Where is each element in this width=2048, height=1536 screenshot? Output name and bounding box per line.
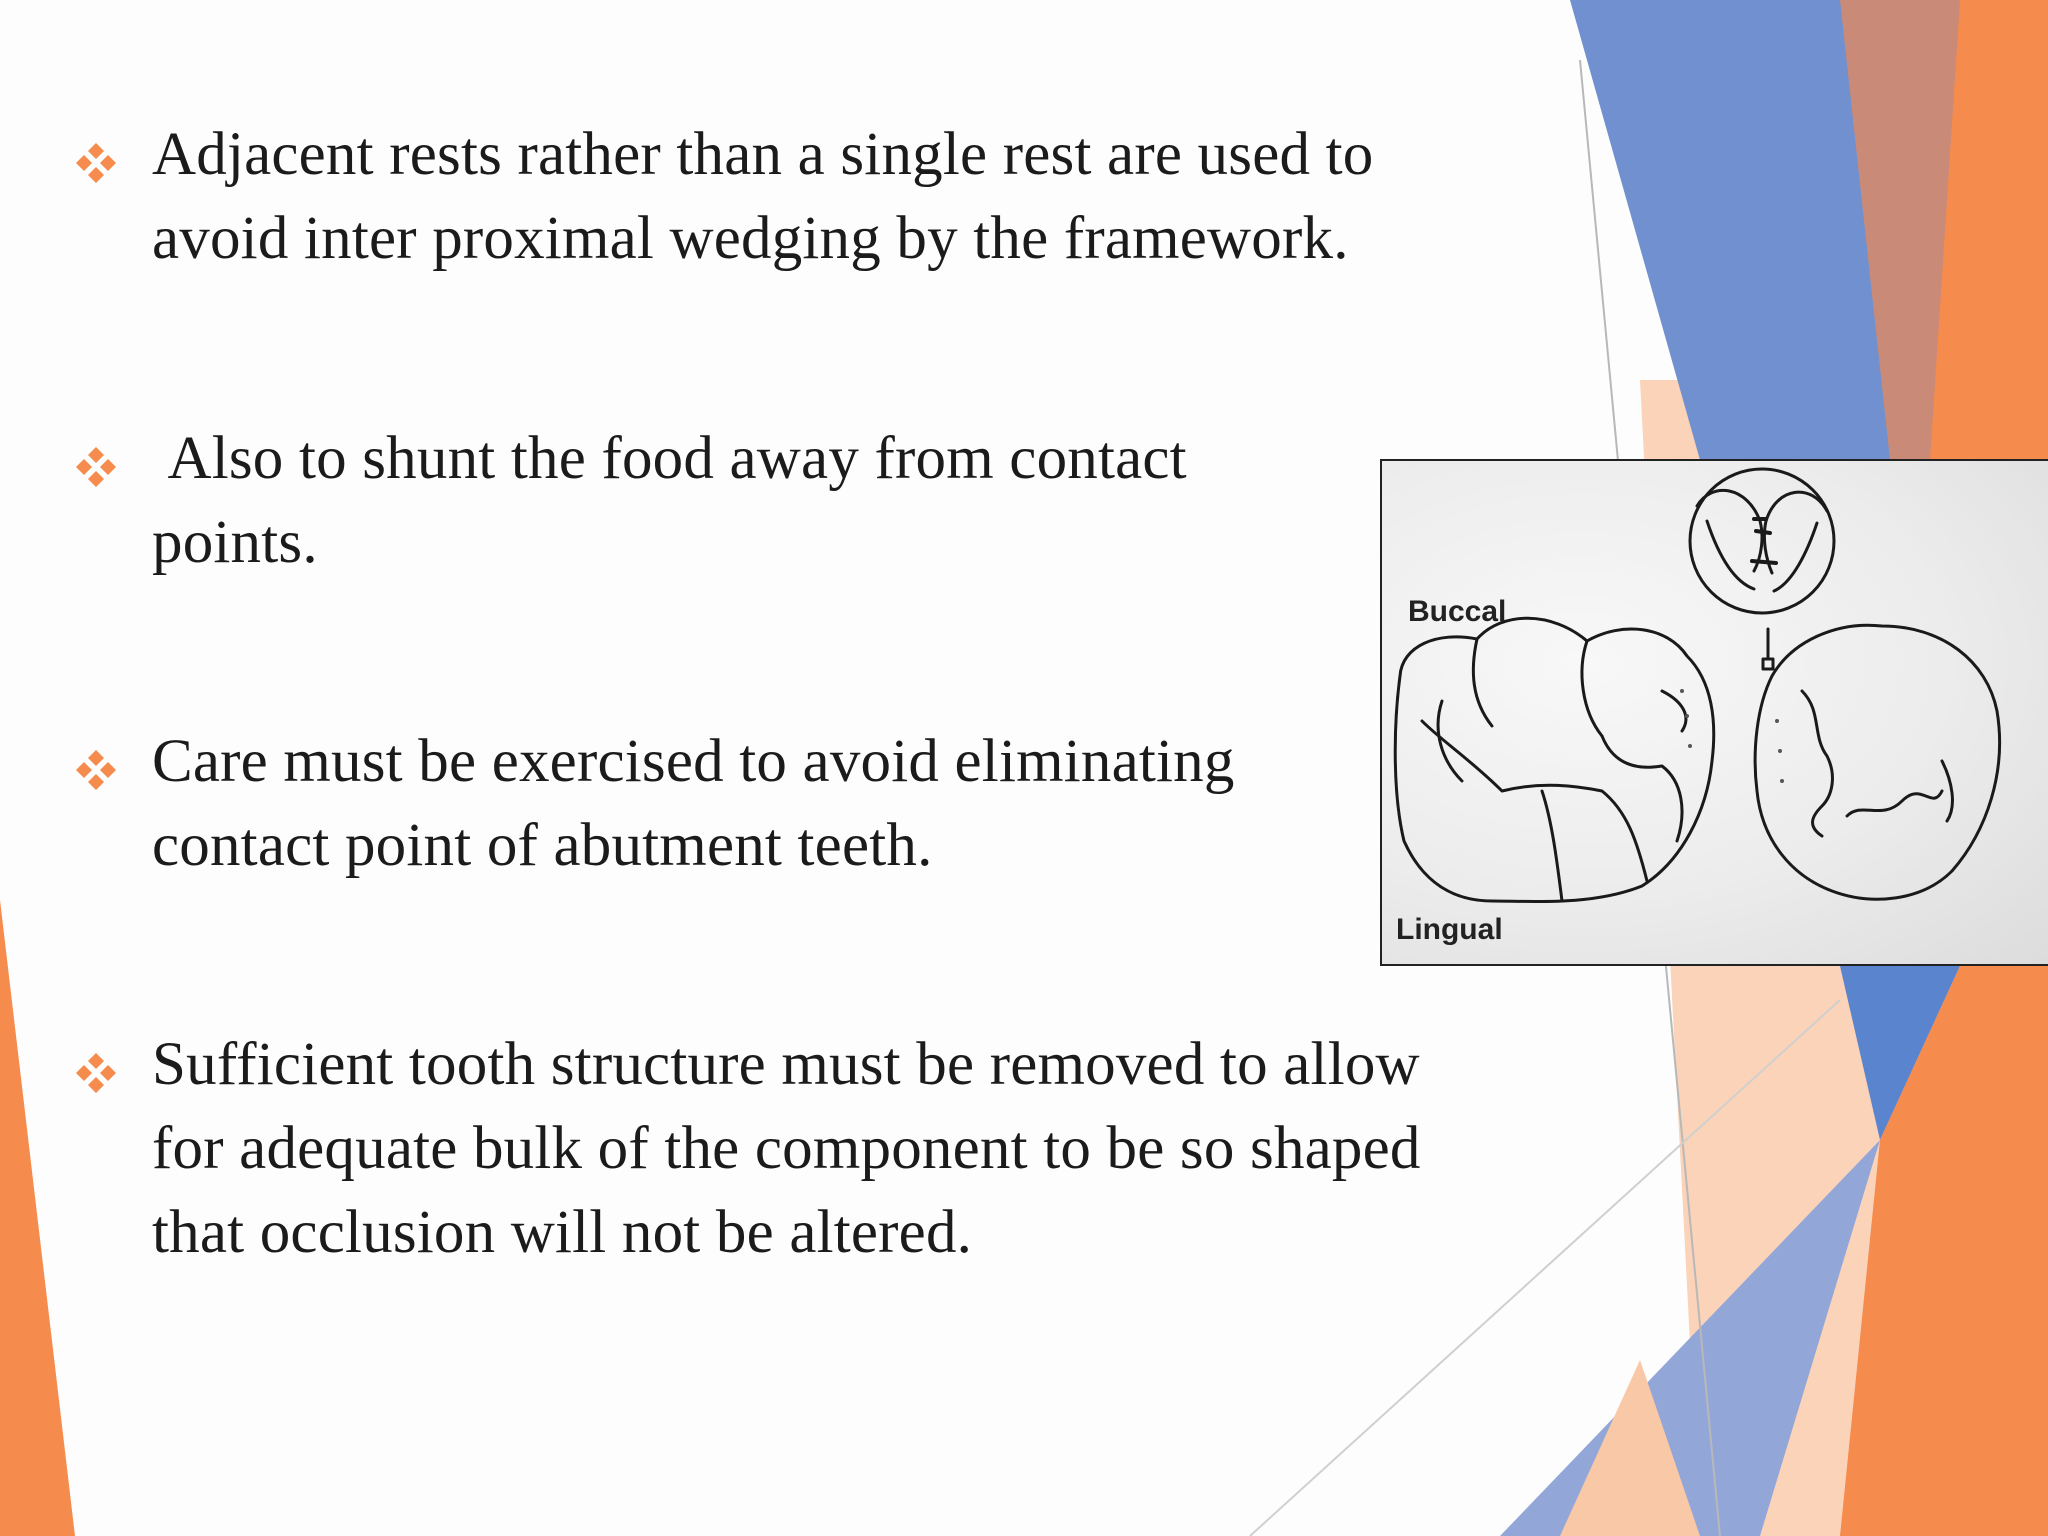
bullet-text: Sufficient tooth structure must be removed to allow for adequate bulk of the component to be so shaped that occlusion will not be altered. (152, 1031, 1421, 1266)
bullet-item-1 (74, 113, 1474, 281)
four-diamond-bullet-icon (74, 141, 118, 185)
left-orange-sliver (0, 900, 75, 1536)
right-blue-top-wedge (1570, 0, 1890, 460)
bullet-text: Also to shunt the food away from contact points. (152, 425, 1203, 576)
bullet-item-3 (74, 720, 1474, 888)
four-diamond-bullet-icon (74, 748, 118, 792)
tooth-outline-drawing (1382, 461, 2048, 966)
bullet-item-2 (74, 417, 1474, 585)
four-diamond-bullet-icon (74, 445, 118, 489)
bullet-text: Care must be exercised to avoid eliminating contact point of abutment teeth. (152, 728, 1235, 879)
four-diamond-bullet-icon (74, 1051, 118, 1095)
lingual-label: Lingual (1396, 913, 1503, 946)
bullet-text: Adjacent rests rather than a single rest are used to avoid inter proximal wedging by the framework. (152, 121, 1374, 272)
bullet-item-4 (74, 1023, 1474, 1275)
tooth-occlusal-diagram (1380, 459, 2048, 966)
buccal-label: Buccal (1408, 595, 1507, 628)
